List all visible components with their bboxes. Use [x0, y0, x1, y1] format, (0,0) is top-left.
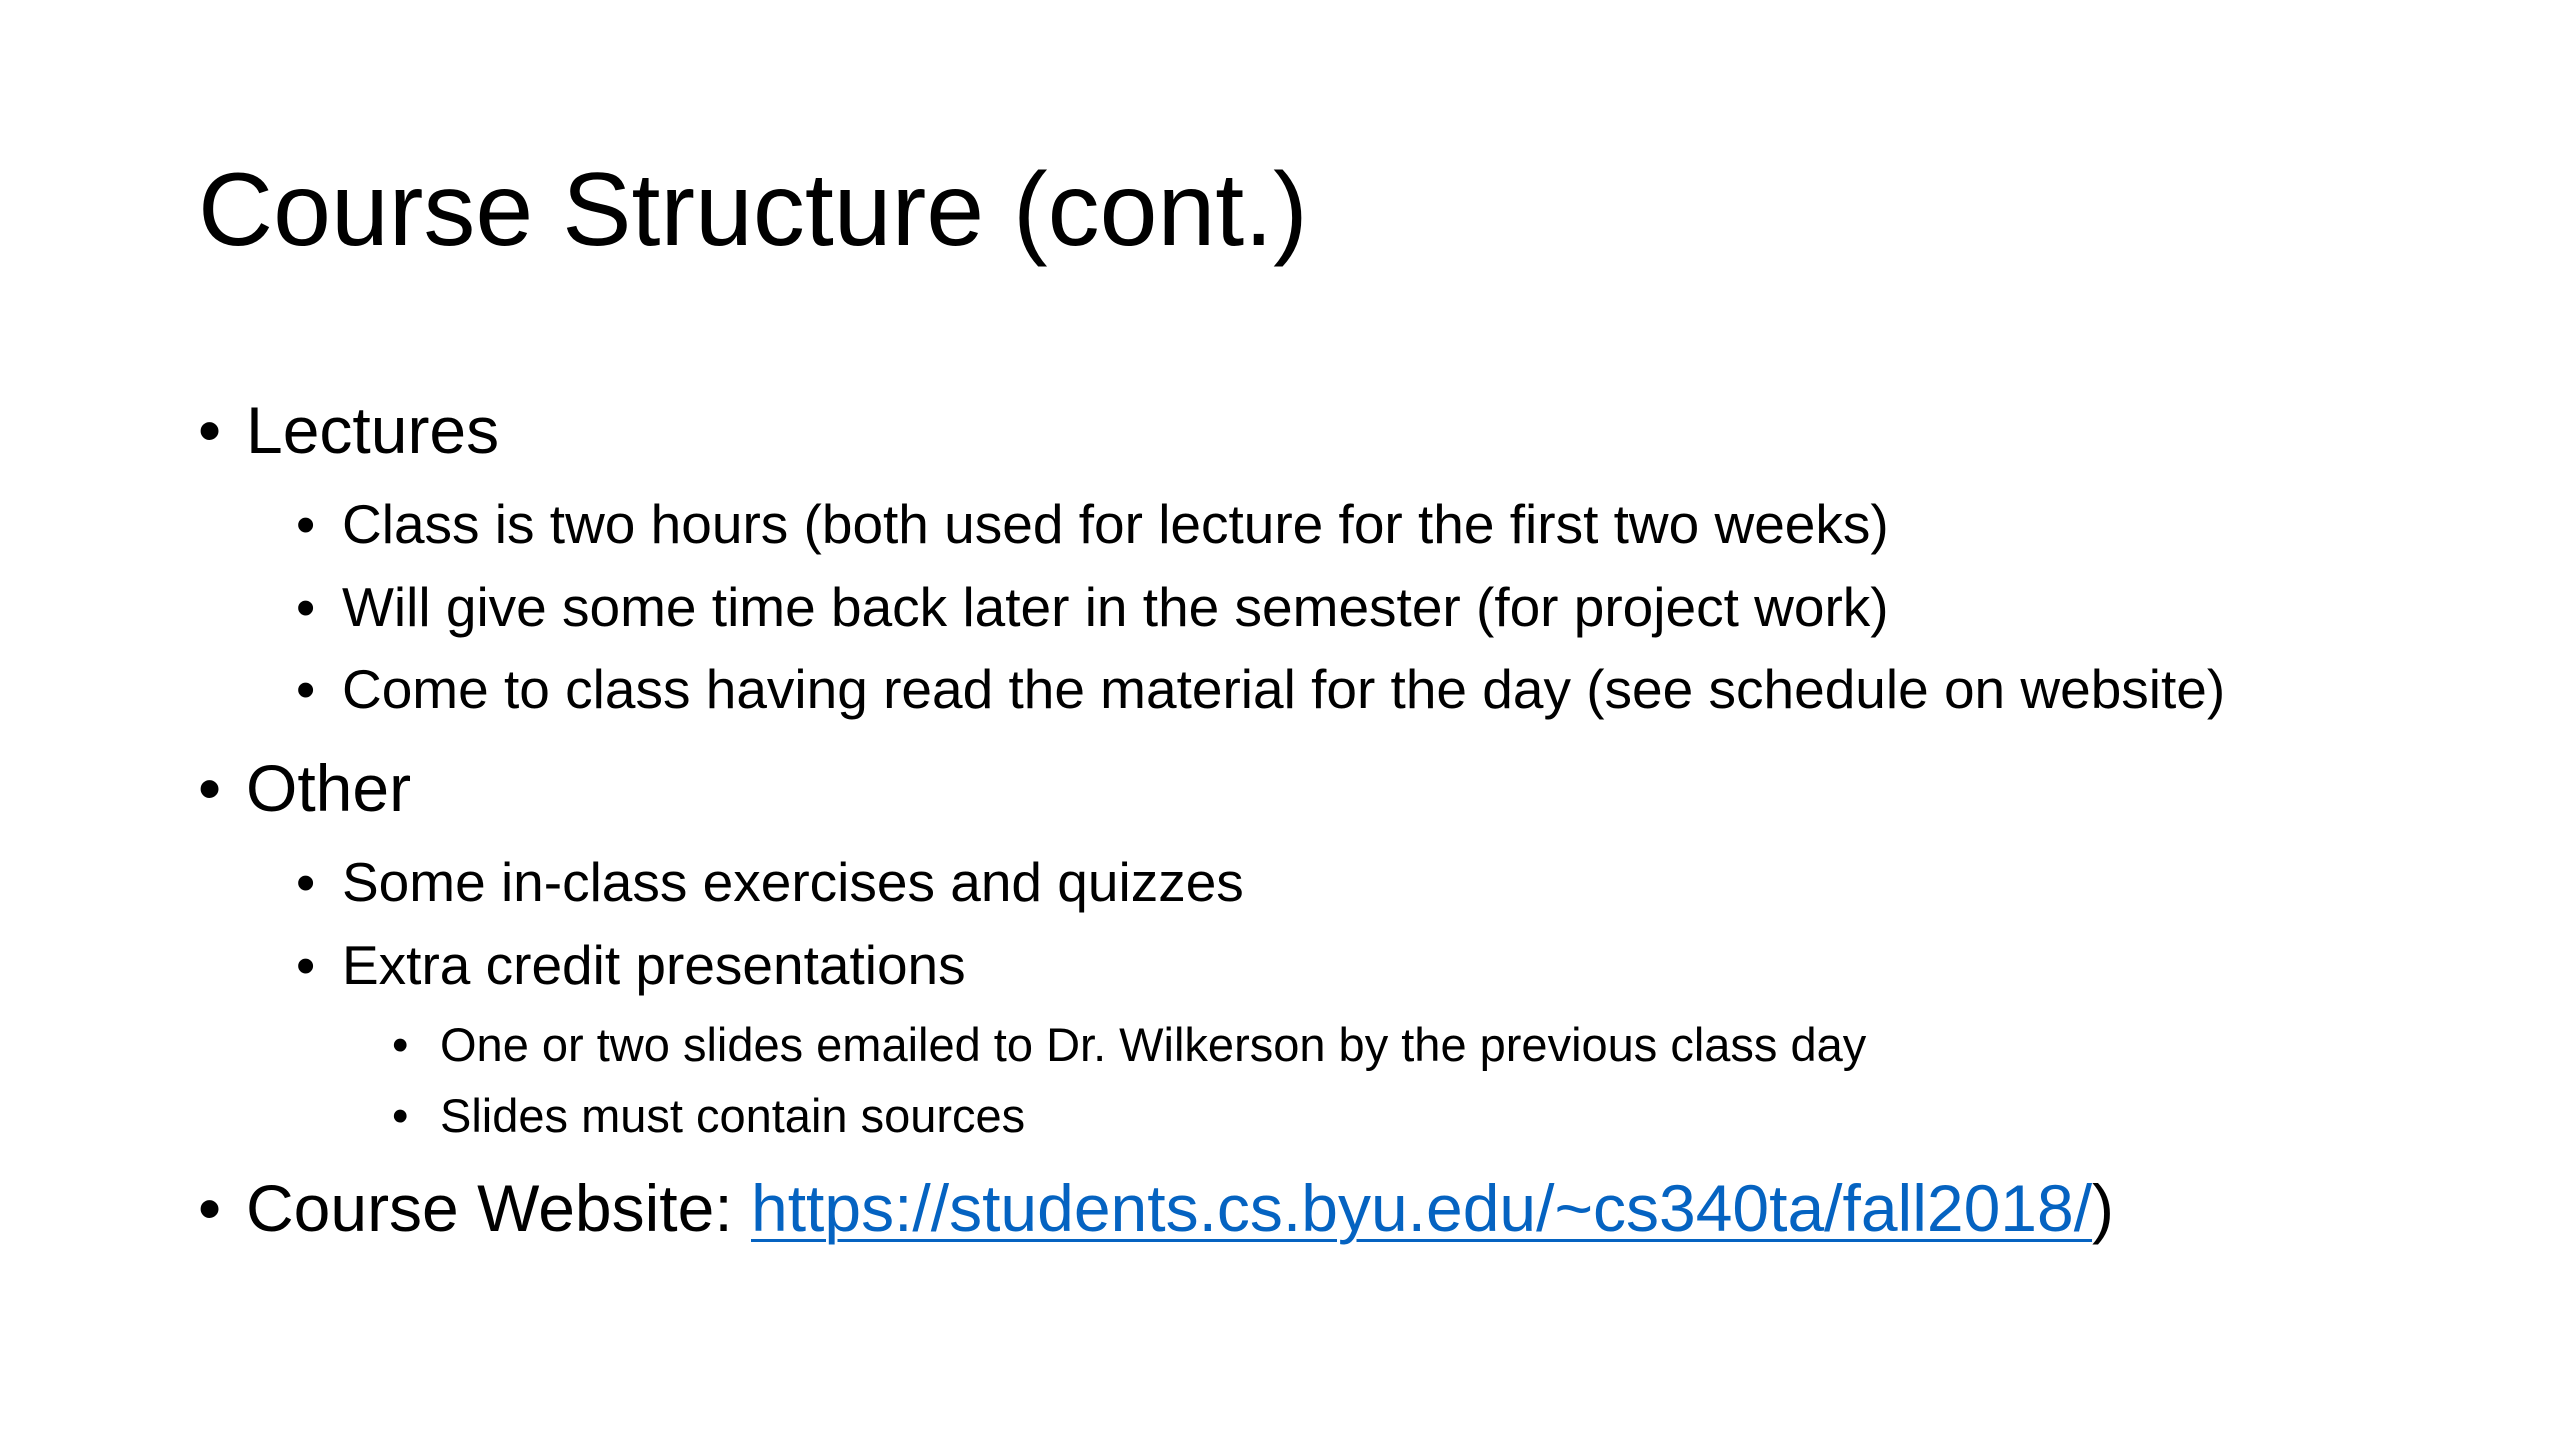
bullet-other-2-1 — [392, 1017, 1866, 1072]
bullet-lectures — [198, 392, 499, 468]
bullet-other-2 — [296, 933, 966, 997]
bullet-text: Come to class having read the material for the day (see schedule on website) — [342, 658, 2226, 720]
bullet-text: Extra credit presentations — [342, 934, 966, 996]
bullet-other — [198, 750, 411, 826]
bullet-marker: • — [198, 393, 222, 467]
bullet-marker: • — [392, 1018, 409, 1071]
bullet-marker: • — [392, 1089, 409, 1142]
bullet-marker: • — [296, 934, 316, 996]
bullet-marker: • — [296, 658, 316, 720]
slide-title: Course Structure (cont.) — [198, 152, 1308, 268]
bullet-marker: • — [296, 851, 316, 913]
bullet-text: Slides must contain sources — [440, 1089, 1026, 1142]
website-label: Course Website: — [246, 1171, 751, 1245]
bullet-marker: • — [198, 751, 222, 825]
bullet-text: Other — [246, 751, 412, 825]
bullet-text: Lectures — [246, 393, 500, 467]
website-suffix: ) — [2092, 1171, 2115, 1245]
bullet-marker: • — [296, 493, 316, 555]
bullet-text: One or two slides emailed to Dr. Wilkerson by the previous class day — [440, 1018, 1867, 1071]
bullet-other-1 — [296, 850, 1244, 914]
bullet-marker: • — [296, 576, 316, 638]
bullet-lectures-1 — [296, 492, 1889, 556]
bullet-other-2-2 — [392, 1088, 1025, 1143]
bullet-course-website — [198, 1170, 2114, 1246]
bullet-text: Some in-class exercises and quizzes — [342, 851, 1244, 913]
bullet-marker: • — [198, 1171, 222, 1245]
bullet-text: Class is two hours (both used for lecture for the first two weeks) — [342, 493, 1889, 555]
bullet-lectures-2 — [296, 575, 1889, 639]
bullet-text: Will give some time back later in the semester (for project work) — [342, 576, 1889, 638]
course-website-link[interactable]: https://students.cs.byu.edu/~cs340ta/fall2018/ — [751, 1171, 2093, 1245]
bullet-lectures-3 — [296, 657, 2225, 721]
